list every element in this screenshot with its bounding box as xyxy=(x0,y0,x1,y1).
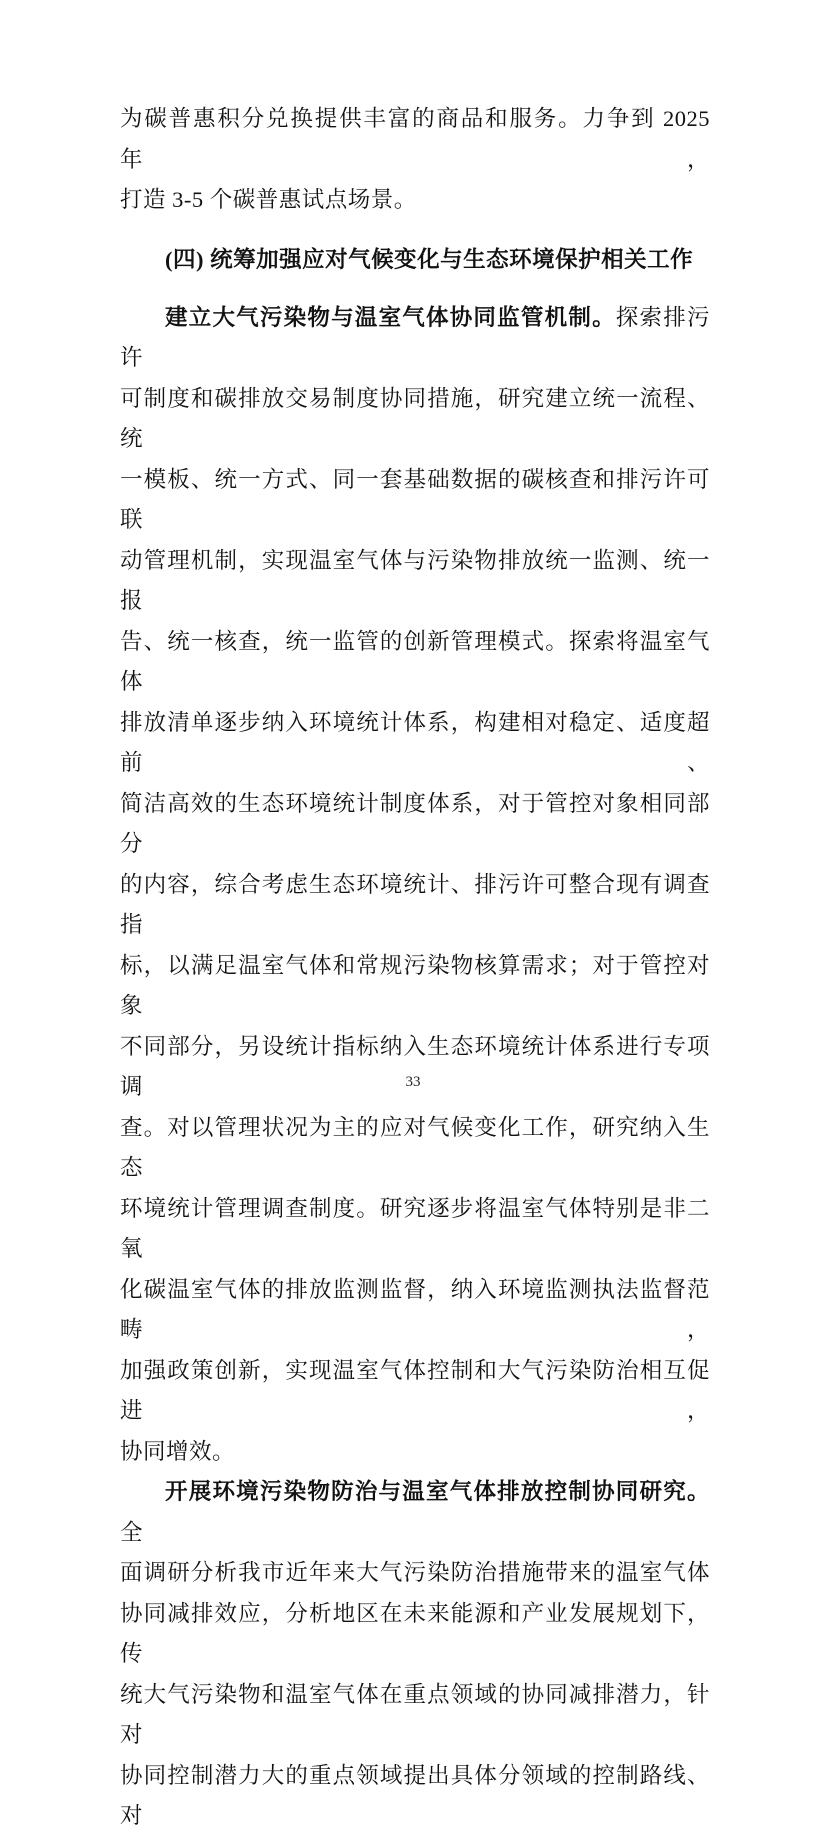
text-line xyxy=(120,1675,710,1756)
text-line xyxy=(120,1108,710,1189)
line-text: 环境统计管理调查制度。研究逐步将温室气体特别是非二氧 xyxy=(120,1195,710,1261)
section-heading: (四) 统筹加强应对气候变化与生态环境保护相关工作 xyxy=(165,246,694,272)
line-text: 一模板、统一方式、同一套基础数据的碳核查和排污许可联 xyxy=(120,466,710,532)
page-number: 33 xyxy=(405,1074,421,1090)
paragraph-joint-control-research xyxy=(120,1472,710,1837)
line-text: 标，以满足温室气体和常规污染物核算需求；对于管控对象 xyxy=(120,952,710,1018)
text-line xyxy=(120,379,710,460)
text-line xyxy=(120,541,710,622)
text-line xyxy=(120,1351,710,1432)
line-text: 全 xyxy=(120,1519,144,1545)
line-text: 探索排污许 xyxy=(120,304,710,370)
text-line xyxy=(120,1432,710,1473)
line-text: 协同增效。 xyxy=(120,1438,236,1464)
line-text: 简洁高效的生态环境统计制度体系，对于管控对象相同部分 xyxy=(120,790,710,856)
text-line xyxy=(120,946,710,1027)
line-text: 化碳温室气体的排放监测监督，纳入环境监测执法监督范畴， xyxy=(120,1276,710,1342)
line-text: 告、统一核查，统一监管的创新管理模式。探索将温室气体 xyxy=(120,628,710,694)
line-text: 协同控制潜力大的重点领域提出具体分领域的控制路线、对 xyxy=(120,1762,710,1828)
line-text: 协同减排效应，分析地区在未来能源和产业发展规划下，传 xyxy=(120,1600,710,1666)
line-text: 排放清单逐步纳入环境统计体系，构建相对稳定、适度超前、 xyxy=(120,709,710,775)
bold-lead-sentence: 建立大气污染物与温室气体协同监管机制。 xyxy=(165,304,616,330)
text-line xyxy=(120,180,710,221)
paragraph-joint-supervision-mechanism xyxy=(120,298,710,1473)
line-text: 统大气污染物和温室气体在重点领域的协同减排潜力，针对 xyxy=(120,1681,710,1747)
text-line xyxy=(120,703,710,784)
page-content xyxy=(120,99,710,1837)
line-text: 查。对以管理状况为主的应对气候变化工作，研究纳入生态 xyxy=(120,1114,710,1180)
line-text: 的内容，综合考虑生态环境统计、排污许可整合现有调查指 xyxy=(120,871,710,937)
line-text: 不同部分，另设统计指标纳入生态环境统计体系进行专项调 xyxy=(120,1033,710,1099)
text-line xyxy=(120,622,710,703)
line-text: 动管理机制，实现温室气体与污染物排放统一监测、统一报 xyxy=(120,547,710,613)
bold-lead-sentence: 开展环境污染物防治与温室气体排放控制协同研究。 xyxy=(165,1479,710,1504)
text-line xyxy=(120,1027,710,1108)
line-text: 打造 3-5 个碳普惠试点场景。 xyxy=(120,187,417,212)
text-line xyxy=(120,865,710,946)
paragraph-carbon-inclusion-continuation xyxy=(120,99,710,221)
text-line xyxy=(120,99,710,180)
text-line xyxy=(120,298,710,379)
text-line xyxy=(120,1270,710,1351)
text-line xyxy=(120,1472,710,1553)
text-line xyxy=(120,1553,710,1594)
line-text: 为碳普惠积分兑换提供丰富的商品和服务。力争到 2025 年， xyxy=(120,106,710,172)
text-line xyxy=(120,1594,710,1675)
line-text: 面调研分析我市近年来大气污染防治措施带来的温室气体 xyxy=(120,1560,710,1585)
text-line xyxy=(120,1756,710,1837)
text-line xyxy=(120,784,710,865)
text-line xyxy=(120,1189,710,1270)
line-text: 可制度和碳排放交易制度协同措施，研究建立统一流程、统 xyxy=(120,385,710,451)
text-line xyxy=(120,460,710,541)
line-text: 加强政策创新，实现温室气体控制和大气污染防治相互促进， xyxy=(120,1357,710,1423)
